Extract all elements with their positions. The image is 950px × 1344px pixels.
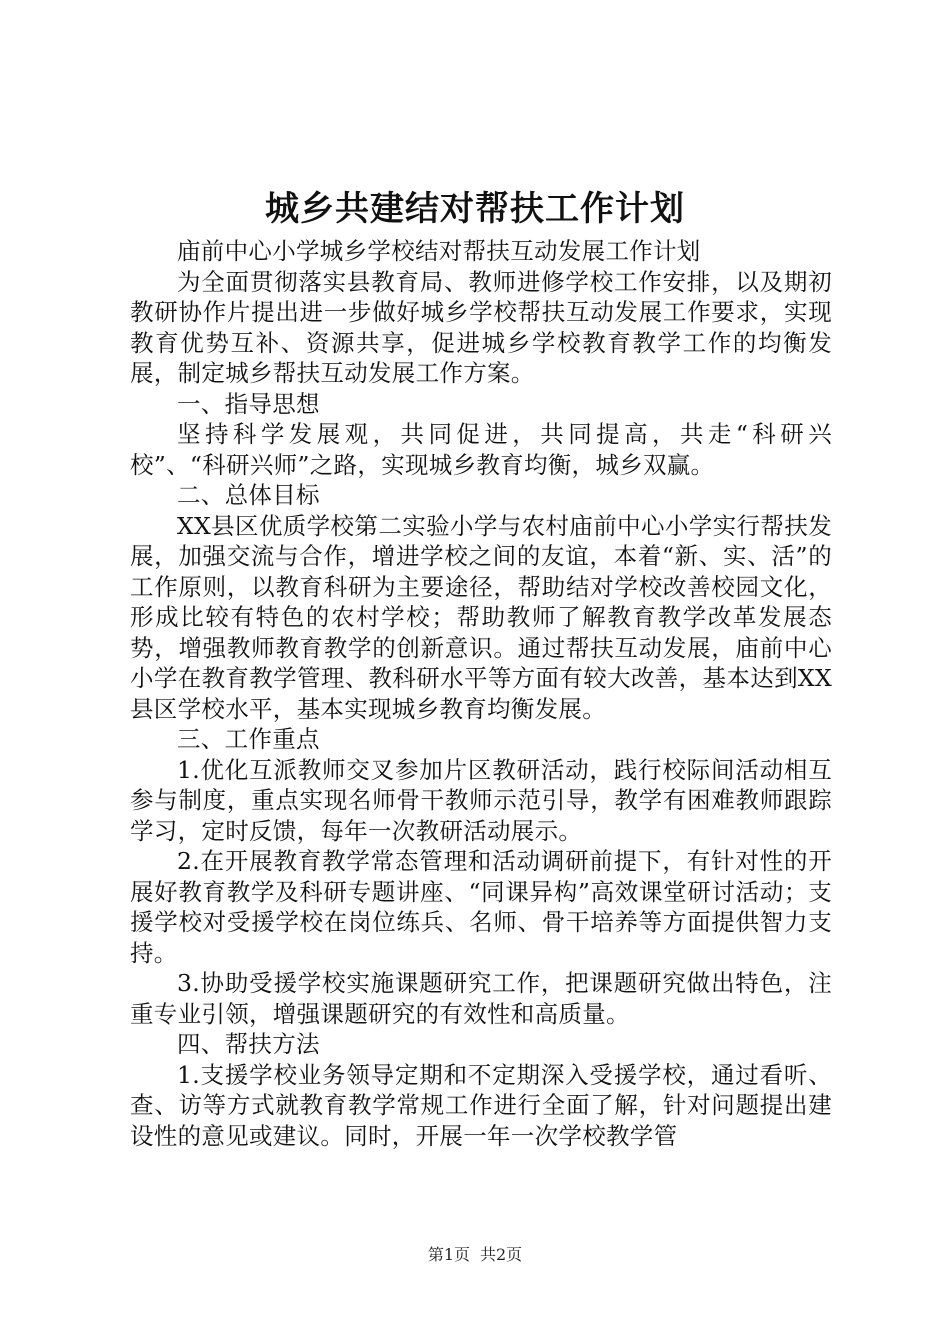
work-focus-item-2: 2.在开展教育教学常态管理和活动调研前提下，有针对性的开展好教育教学及科研专题讲座、“同课异构”高效课堂研讨活动；支援学校对受援学校在岗位练兵、名师、骨干培养等方面提供智力支持。 bbox=[130, 847, 832, 967]
section-heading-work-focus: 三、工作重点 bbox=[177, 725, 320, 753]
section-heading-support-methods: 四、帮扶方法 bbox=[177, 1030, 320, 1058]
work-focus-item-1: 1.优化互派教师交叉参加片区教研活动，践行校际间活动相互参与制度，重点实现名师骨干教师示范引导，教学有困难教师跟踪学习，定时反馈，每年一次教研活动展示。 bbox=[130, 755, 832, 845]
page-footer bbox=[0, 1244, 950, 1266]
intro-paragraph: 为全面贯彻落实县教育局、教师进修学校工作安排，以及期初教研协作片提出进一步做好城乡学校帮扶互动发展工作要求，实现教育优势互补、资源共享，促进城乡学校教育教学工作的均衡发展，制定城乡帮扶互动发展工作方案。 bbox=[130, 267, 832, 387]
work-focus-item-3: 3.协助受援学校实施课题研究工作，把课题研究做出特色，注重专业引领，增强课题研究的有效性和高质量。 bbox=[130, 969, 832, 1028]
overall-goal-paragraph: XX县区优质学校第二实验小学与农村庙前中心小学实行帮扶发展，加强交流与合作，增进学校之间的友谊，本着“新、实、活”的工作原则，以教育科研为主要途径，帮助结对学校改善校园文化，形成比较有特色的农村学校；帮助教师了解教育教学改革发展态势，增强教师教育教学的创新意识。通过帮扶互动发展，庙前中心小学在教育教学管理、教科研水平等方面有较大改善，基本达到XX县区学校水平，基本实现城乡教育均衡发展。 bbox=[130, 511, 832, 723]
section-heading-guiding-thought: 一、指导思想 bbox=[177, 389, 320, 418]
page-number: 第1页 bbox=[427, 1245, 470, 1264]
support-methods-item-1: 1.支援学校业务领导定期和不定期深入受援学校，通过看听、查、访等方式就教育教学常规工作进行全面了解，针对问题提出建设性的意见或建议。同时，开展一年一次学校教学管 bbox=[130, 1060, 832, 1150]
document-title: 城乡共建结对帮扶工作计划 bbox=[265, 189, 685, 229]
section-heading-overall-goal: 二、总体目标 bbox=[177, 481, 320, 509]
subtitle-paragraph: 庙前中心小学城乡学校结对帮扶互动发展工作计划 bbox=[177, 237, 701, 265]
page-total: 共2页 bbox=[480, 1245, 523, 1264]
guiding-thought-paragraph: 坚持科学发展观，共同促进，共同提高，共走“科研兴校”、“科研兴师”之路，实现城乡教育均衡，城乡双赢。 bbox=[130, 420, 832, 479]
document-body bbox=[130, 236, 832, 1151]
